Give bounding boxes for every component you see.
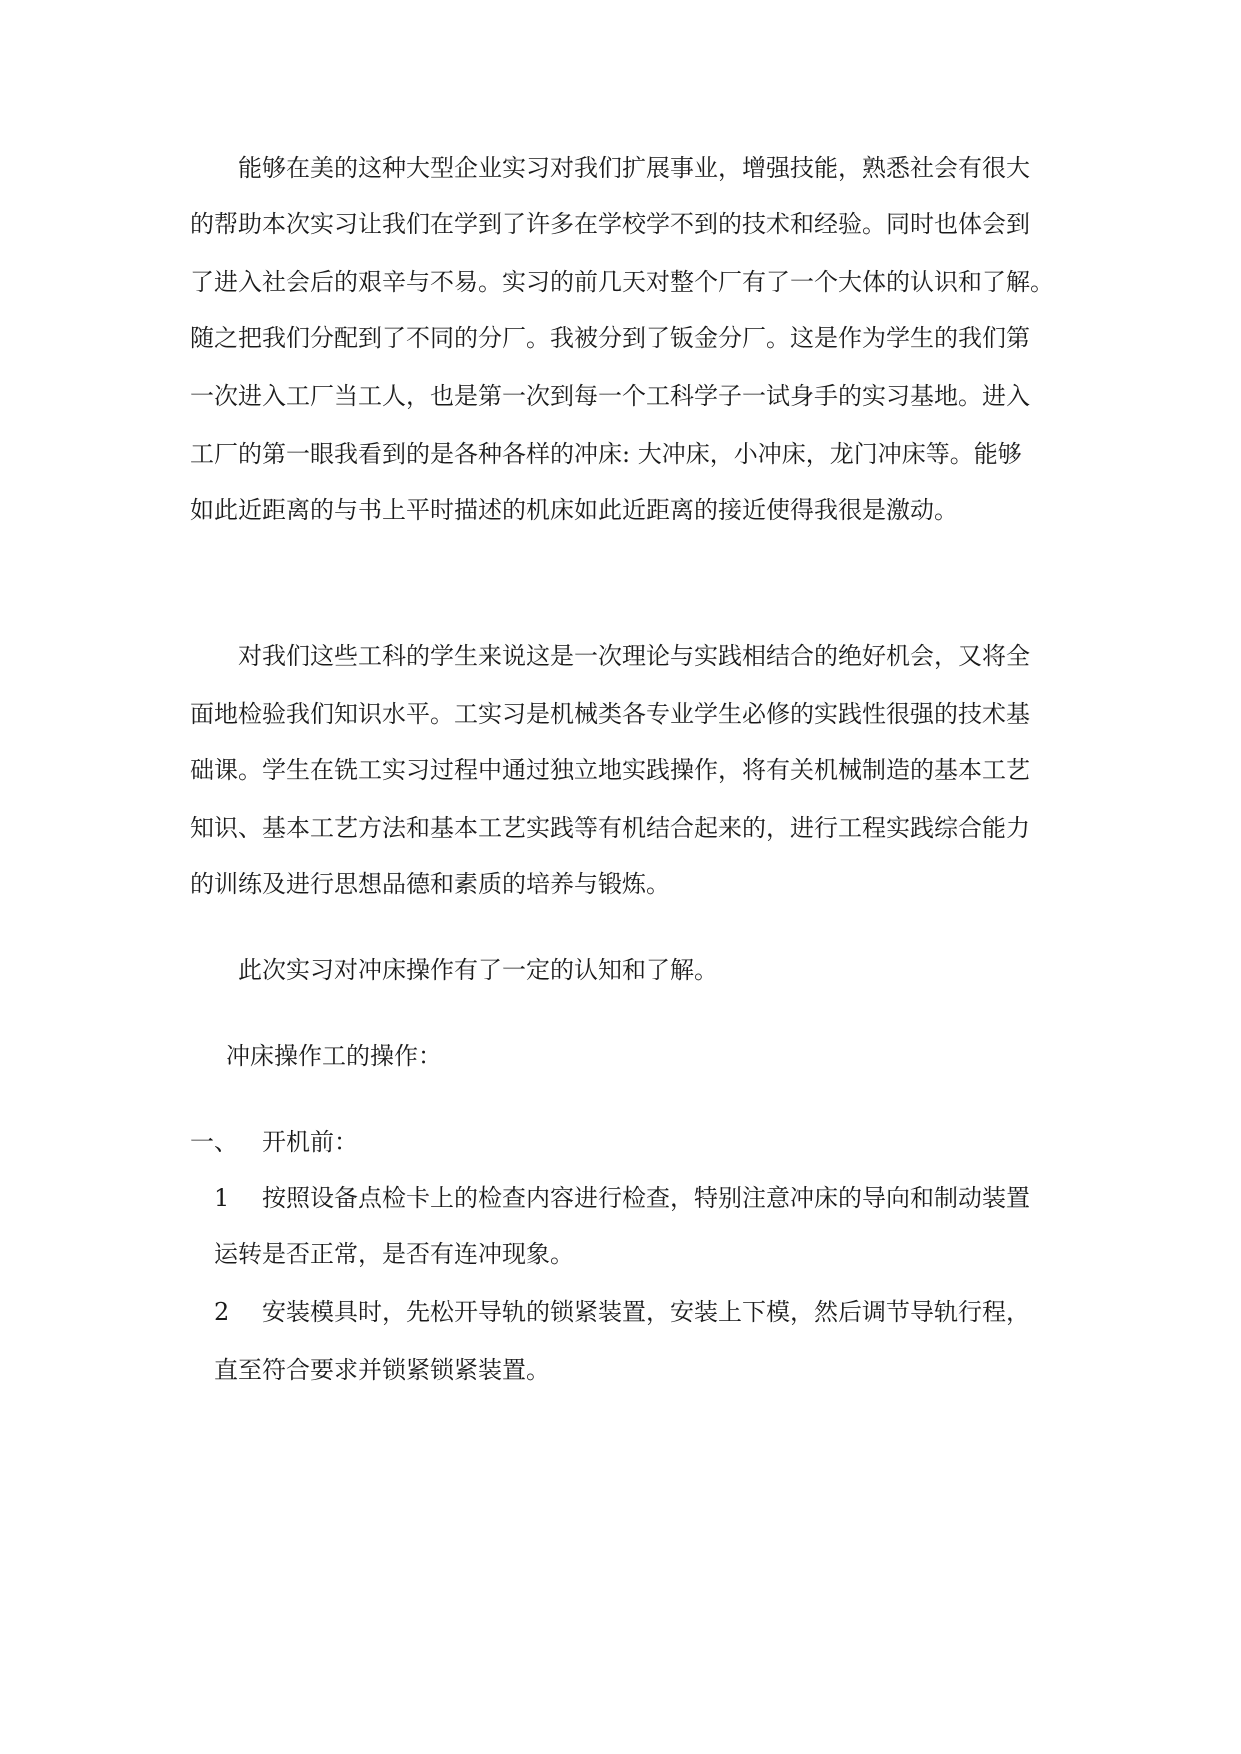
item-text-line: 运转是否正常，是否有连冲现象。 <box>214 1240 574 1268</box>
item-number: 1 <box>214 1184 230 1212</box>
paragraph2-line: 知识、基本工艺方法和基本工艺实践等有机结合起来的，进行工程实践综合能力 <box>190 814 1030 842</box>
section-heading: 冲床操作工的操作： <box>226 1042 442 1070</box>
paragraph2-line: 面地检验我们知识水平。工实习是机械类各专业学生必修的实践性很强的技术基 <box>190 700 1030 728</box>
paragraph2-line: 的训练及进行思想品德和素质的培养与锻炼。 <box>190 870 670 898</box>
item-number: 2 <box>214 1298 230 1326</box>
paragraph1-line: 了进入社会后的艰辛与不易。实习的前几天对整个厂有了一个大体的认识和了解。 <box>190 268 1054 296</box>
paragraph2-line: 础课。学生在铣工实习过程中通过独立地实践操作，将有关机械制造的基本工艺 <box>190 756 1030 784</box>
paragraph1-line: 工厂的第一眼我看到的是各种各样的冲床: 大冲床，小冲床，龙门冲床等。能够 <box>190 440 1022 468</box>
paragraph1-line: 能够在美的这种大型企业实习对我们扩展事业，增强技能，熟悉社会有很大 <box>238 154 1030 182</box>
paragraph1-line: 随之把我们分配到了不同的分厂。我被分到了钣金分厂。这是作为学生的我们第 <box>190 324 1030 352</box>
item-text-line: 直至符合要求并锁紧锁紧装置。 <box>214 1356 550 1384</box>
section-marker: 一、 <box>190 1128 238 1156</box>
section-title: 开机前： <box>262 1128 358 1156</box>
paragraph3: 此次实习对冲床操作有了一定的认知和了解。 <box>238 956 718 984</box>
item-text-line: 安装模具时，先松开导轨的锁紧装置，安装上下模，然后调节导轨行程， <box>262 1298 1030 1326</box>
item-text-line: 按照设备点检卡上的检查内容进行检查，特别注意冲床的导向和制动装置 <box>262 1184 1030 1212</box>
paragraph1-line: 的帮助本次实习让我们在学到了许多在学校学不到的技术和经验。同时也体会到 <box>190 210 1030 238</box>
paragraph1-line: 一次进入工厂当工人，也是第一次到每一个工科学子一试身手的实习基地。进入 <box>190 382 1030 410</box>
paragraph2-line: 对我们这些工科的学生来说这是一次理论与实践相结合的绝好机会，又将全 <box>238 642 1030 670</box>
paragraph1-line: 如此近距离的与书上平时描述的机床如此近距离的接近使得我很是激动。 <box>190 496 958 524</box>
